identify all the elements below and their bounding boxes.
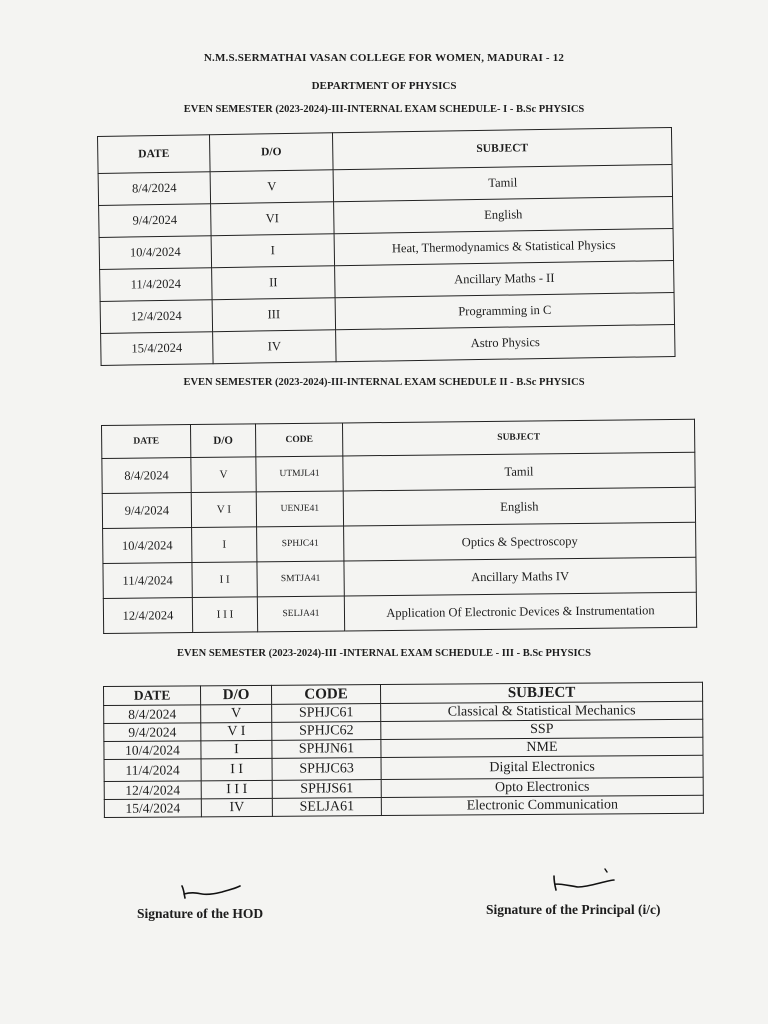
do-cell: I [201, 740, 272, 758]
schedule-3-title: EVEN SEMESTER (2023-2024)-III -INTERNAL EXAM SCHEDULE - III - B.Sc PHYSICS [177, 648, 591, 659]
column-header-do: D/O [191, 424, 256, 458]
do-cell: VI [211, 202, 334, 236]
date-cell: 12/4/2024 [103, 598, 192, 634]
subject-cell: Opto Electronics [381, 777, 703, 797]
table-row [104, 795, 703, 817]
code-cell: SPHJC62 [272, 722, 381, 741]
do-cell: V [201, 704, 272, 722]
subject-cell: Application Of Electronic Devices & Instrumentation [344, 592, 696, 631]
subject-cell: Tamil [343, 452, 695, 491]
subject-cell: Tamil [333, 164, 672, 201]
date-cell: 12/4/2024 [104, 781, 201, 800]
do-cell: IV [201, 798, 272, 816]
date-cell: 10/4/2024 [104, 741, 201, 760]
subject-cell: Ancillary Maths - II [335, 260, 674, 297]
date-cell: 8/4/2024 [102, 458, 191, 494]
column-header-subject: SUBJECT [342, 419, 694, 456]
code-cell: SPHJC63 [272, 758, 381, 781]
subject-cell: Programming in C [335, 292, 674, 329]
date-cell: 10/4/2024 [103, 528, 192, 564]
date-cell: 9/4/2024 [104, 723, 201, 742]
code-cell: SELJA61 [272, 798, 381, 817]
do-cell: IV [213, 330, 336, 364]
subject-cell: Optics & Spectroscopy [344, 522, 696, 561]
date-cell: 11/4/2024 [104, 759, 201, 782]
do-cell: I [211, 234, 334, 268]
schedule-2-title: EVEN SEMESTER (2023-2024)-III-INTERNAL EXAM SCHEDULE II - B.Sc PHYSICS [183, 377, 585, 388]
date-cell: 8/4/2024 [98, 172, 210, 206]
do-cell: I [192, 527, 257, 563]
code-cell: SMTJA41 [257, 561, 344, 597]
do-cell: I I [192, 562, 257, 598]
schedule-1-title: EVEN SEMESTER (2023-2024)-III-INTERNAL EXAM SCHEDULE- I - B.Sc PHYSICS [183, 104, 585, 115]
hod-signature-label: Signature of the HOD [137, 906, 264, 921]
college-name: N.M.S.SERMATHAI VASAN COLLEGE FOR WOMEN, MADURAI - 12 [203, 52, 565, 64]
date-cell: 9/4/2024 [102, 493, 191, 529]
subject-cell: Classical & Statistical Mechanics [381, 701, 703, 721]
date-cell: 8/4/2024 [104, 705, 201, 724]
subject-cell: SSP [381, 719, 703, 739]
do-cell: V [210, 170, 333, 204]
code-cell: SPHJS61 [272, 780, 381, 799]
code-cell: UENJE41 [256, 491, 343, 527]
column-header-code: CODE [271, 685, 380, 705]
do-cell: V I [191, 492, 256, 528]
do-cell: V I [201, 722, 272, 740]
code-cell: SELJA41 [257, 596, 344, 632]
hod-signature-scribble [178, 880, 244, 902]
subject-cell: English [334, 196, 673, 233]
subject-cell: English [343, 487, 695, 526]
column-header-subject: SUBJECT [380, 682, 702, 703]
column-header-date: DATE [102, 425, 191, 459]
date-cell: 15/4/2024 [104, 799, 201, 818]
column-header-date: DATE [98, 135, 211, 174]
date-cell: 9/4/2024 [99, 204, 211, 238]
column-header-code: CODE [255, 423, 342, 457]
principal-signature-scribble [548, 866, 618, 894]
subject-cell: Heat, Thermodynamics & Statistical Physics [334, 228, 673, 265]
code-cell: SPHJN61 [272, 740, 381, 759]
date-cell: 15/4/2024 [101, 332, 213, 366]
column-header-do: D/O [209, 133, 333, 172]
table-row [103, 592, 696, 633]
subject-cell: Ancillary Maths IV [344, 557, 696, 596]
department-name: DEPARTMENT OF PHYSICS [311, 80, 457, 92]
subject-cell: Astro Physics [336, 324, 675, 361]
do-cell: III [212, 298, 335, 332]
code-cell: SPHJC61 [272, 704, 381, 723]
do-cell: V [191, 457, 256, 493]
code-cell: UTMJL41 [256, 456, 343, 492]
date-cell: 11/4/2024 [100, 268, 212, 302]
date-cell: 12/4/2024 [100, 300, 212, 334]
column-header-do: D/O [201, 685, 272, 704]
do-cell: I I I [192, 597, 257, 633]
do-cell: I I I [201, 780, 272, 798]
date-cell: 11/4/2024 [103, 563, 192, 599]
date-cell: 10/4/2024 [99, 236, 211, 270]
subject-cell: Electronic Communication [381, 795, 703, 815]
do-cell: I I [201, 758, 272, 780]
do-cell: II [212, 266, 335, 300]
subject-cell: Digital Electronics [381, 755, 703, 779]
principal-signature-label: Signature of the Principal (i/c) [486, 902, 661, 917]
subject-cell: NME [381, 737, 703, 757]
schedule-1-table [97, 127, 676, 366]
schedule-2-table [101, 419, 697, 634]
column-header-date: DATE [104, 686, 201, 706]
code-cell: SPHJC41 [257, 526, 344, 562]
schedule-3-table [103, 682, 704, 818]
column-header-subject: SUBJECT [332, 127, 672, 169]
